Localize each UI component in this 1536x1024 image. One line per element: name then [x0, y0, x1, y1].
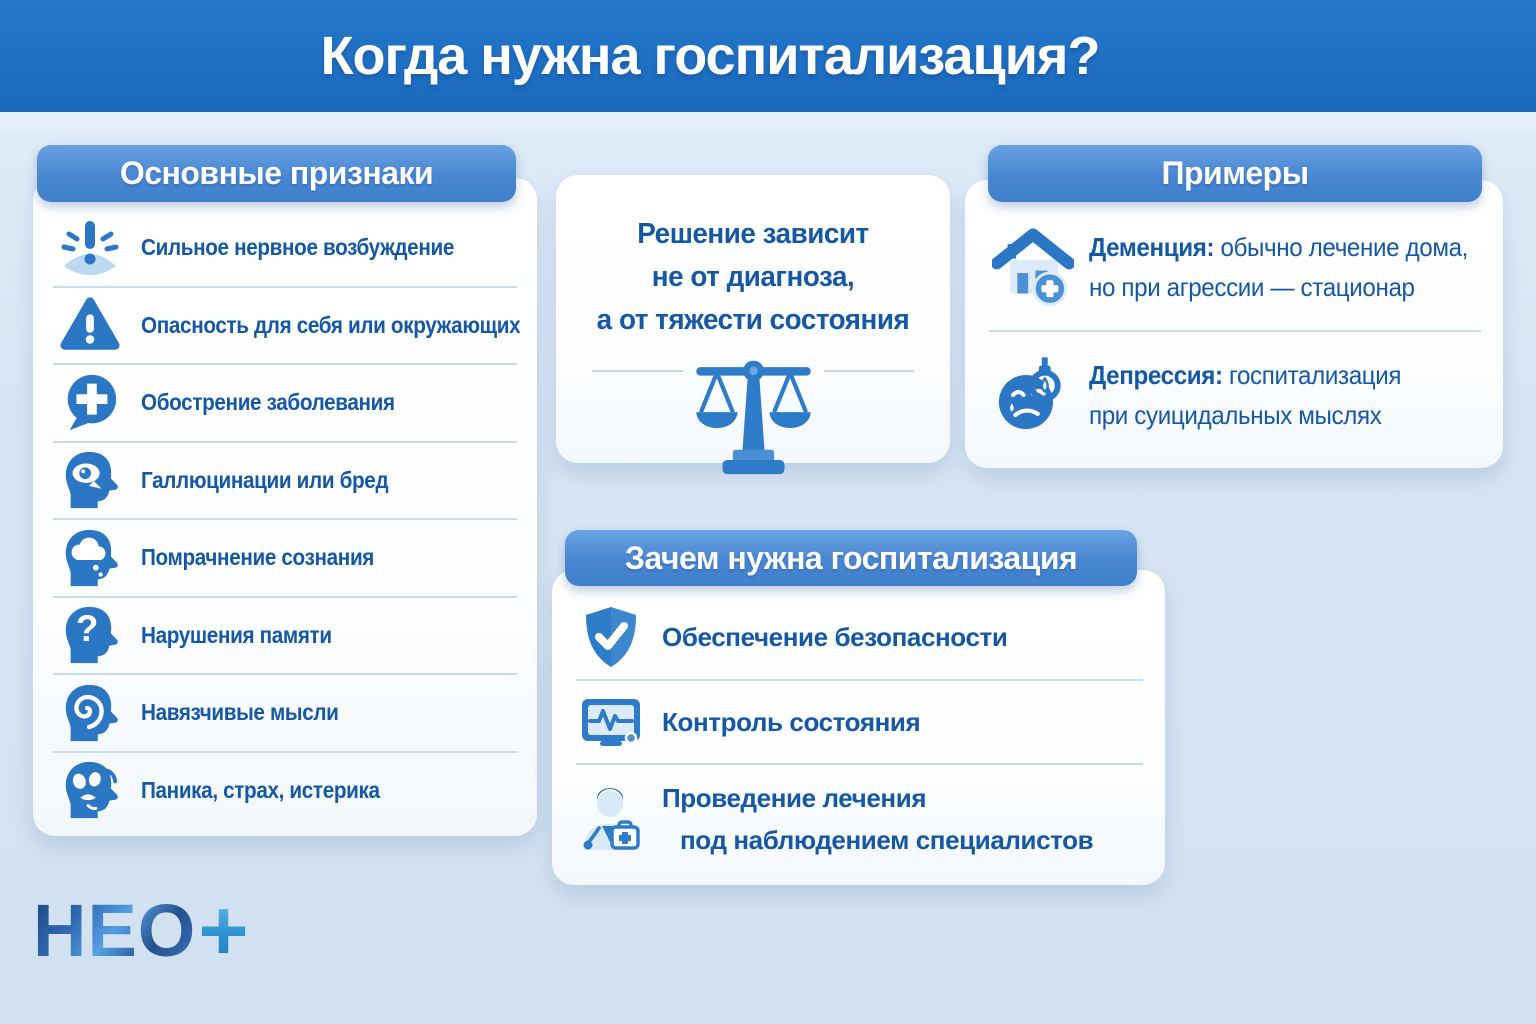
sign-label: Паника, страх, истерика [141, 776, 380, 803]
list-item [53, 365, 517, 443]
monitor-ecg-icon [576, 687, 646, 757]
list-item [576, 596, 1143, 681]
example-text [1089, 355, 1401, 435]
purpose-line: под наблюдением специалистов [680, 825, 1094, 856]
signs-card [33, 178, 537, 836]
obsessive-spiral-head-icon [53, 678, 127, 748]
purpose-label: Контроль состояния [662, 707, 921, 738]
sign-label: Навязчивые мысли [141, 699, 339, 726]
purpose-label: Обеспечение безопасности [662, 622, 1008, 653]
list-item [53, 210, 517, 288]
purpose-line: Проведение лечения [662, 783, 927, 814]
left-panel-header [37, 145, 516, 202]
svg-text:?: ? [75, 608, 99, 650]
sign-label: Опасность для себя или окружающих [141, 311, 521, 338]
page-title: Когда нужна госпитализация? [320, 26, 1100, 86]
left-panel-header-label: Основные признаки [119, 155, 434, 191]
scale-section [556, 354, 950, 476]
sign-label: Нарушения памяти [141, 621, 332, 648]
decision-line: не от диагноза, [651, 261, 855, 293]
example-term: Депрессия: [1089, 360, 1223, 390]
list-item [53, 753, 517, 829]
sign-label: Помрачнение сознания [141, 544, 375, 571]
list-item [576, 765, 1143, 873]
sign-label: Обострение заболевания [141, 389, 395, 416]
list-item [989, 204, 1481, 332]
divider-line [592, 370, 683, 372]
shield-check-icon [576, 602, 646, 672]
neo-plus-logo [33, 882, 250, 979]
hallucination-head-icon [53, 445, 127, 515]
medical-bubble-icon [53, 368, 127, 438]
list-item [989, 332, 1481, 458]
logo-plus: + [198, 882, 250, 979]
danger-triangle-icon [53, 290, 127, 360]
purpose-header [565, 530, 1137, 586]
clouded-mind-head-icon [53, 523, 127, 593]
memory-question-head-icon [53, 600, 127, 670]
purpose-header-label: Зачем нужна госпитализация [624, 539, 1078, 576]
example-line: обычно лечение дома, [1220, 232, 1469, 262]
balance-scale-icon [683, 354, 824, 476]
logo-text: НЕО [33, 889, 197, 972]
examples-header [988, 145, 1482, 202]
example-text [1089, 227, 1468, 307]
panic-face-head-icon [53, 755, 127, 825]
sign-label: Сильное нервное возбуждение [141, 234, 454, 261]
list-item [53, 288, 521, 366]
home-care-icon [989, 224, 1077, 310]
list-item [53, 520, 517, 598]
examples-card [965, 180, 1503, 468]
divider-line [824, 370, 915, 372]
excitement-burst-icon [53, 213, 127, 283]
banner-underline-strip [0, 112, 1536, 134]
examples-header-label: Примеры [1161, 155, 1309, 191]
sign-label: Галлюцинации или бред [141, 466, 389, 493]
example-line: но при агрессии — стационар [1089, 272, 1415, 302]
list-item [53, 675, 517, 753]
doctor-icon [576, 784, 646, 854]
list-item [576, 681, 1143, 766]
purpose-label [662, 777, 1093, 861]
example-line: госпитализация [1229, 360, 1402, 390]
decision-line: Решение зависит [637, 218, 869, 250]
list-item [53, 443, 517, 521]
decision-text [556, 213, 950, 342]
list-item [53, 598, 517, 676]
example-line: при суицидальных мыслях [1089, 400, 1382, 430]
purpose-card [552, 570, 1165, 885]
top-banner [0, 0, 1536, 112]
decision-line: а от тяжести состояния [596, 304, 910, 336]
example-term: Деменция: [1089, 232, 1215, 262]
depression-face-icon [989, 352, 1077, 438]
decision-card [556, 175, 950, 463]
